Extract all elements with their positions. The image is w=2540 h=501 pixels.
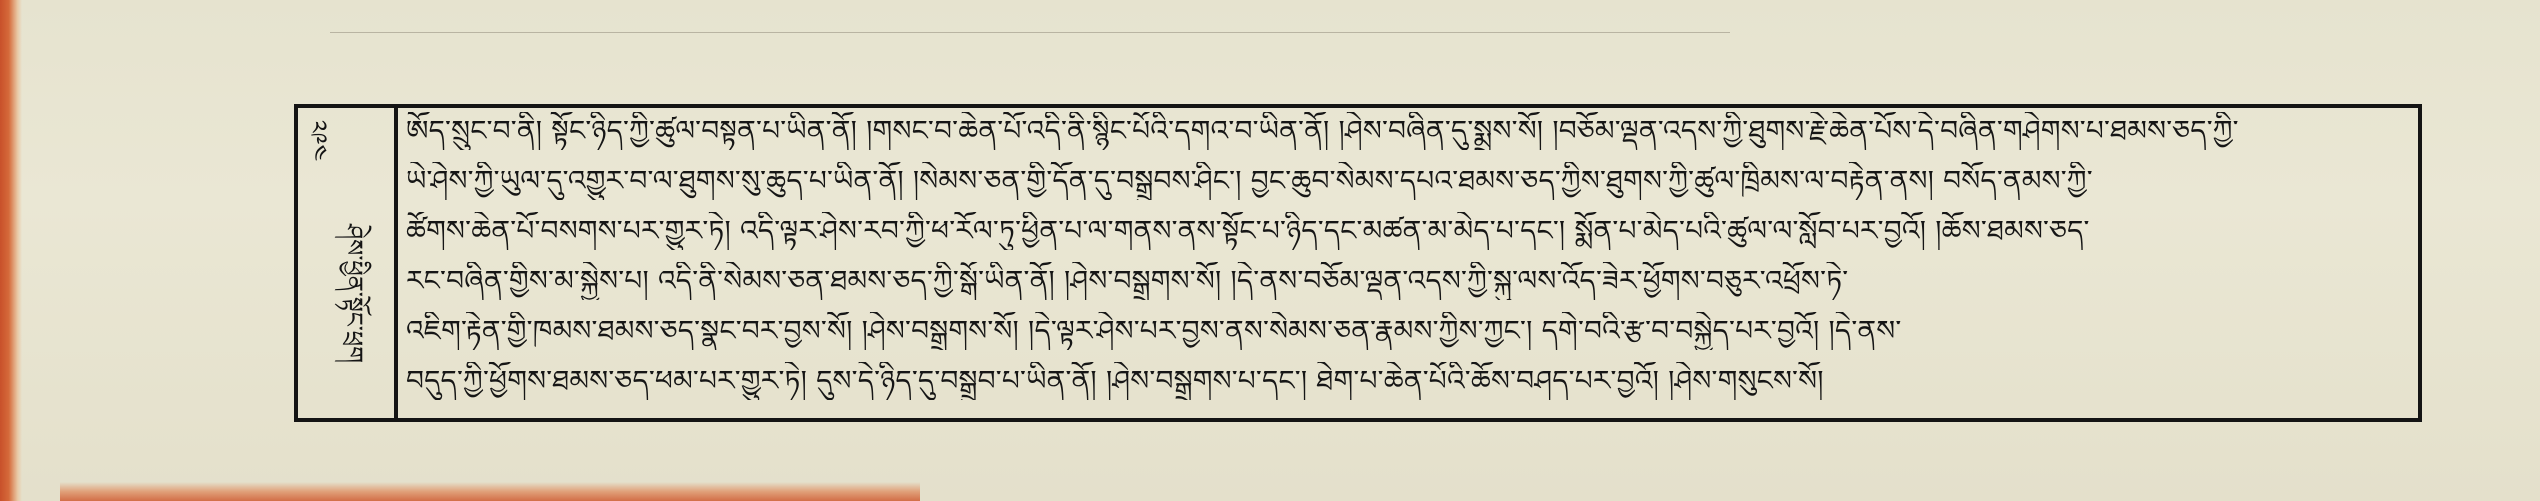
faint-ruled-line [330, 32, 1730, 33]
text-line: ཡེ་ཤེས་ཀྱི་ཡུལ་དུ་འགྱུར་བ་ལ་ཐུགས་སུ་ཆུད་པ་ཡིན་ནོ། །སེམས་ཅན་གྱི་དོན་དུ་བསྒྲུབས་ཤིང་། བྱང་ཆུབ་སེམས་དཔའ་ཐམས་ཅད་ཀྱིས་ཐུགས་ཀྱི་ཚུལ་ཁྲིམས་ལ་བརྟེན་ནས། བསོད་ནམས་ཀྱི་ [406, 164, 2093, 197]
folio-number: ༢༩༤ [304, 120, 332, 162]
text-line: བདུད་ཀྱི་ཕྱོགས་ཐམས་ཅད་ཕམ་པར་གྱུར་ཏེ། དུས་དེ་ཉིད་དུ་བསྒྲུབ་པ་ཡིན་ནོ། །ཤེས་བསྒྲགས་པ་དང་། ཐེག་པ་ཆེན་པོའི་ཆོས་བཤད་པར་བྱའོ། །ཤེས་གསུངས་སོ། [406, 364, 1824, 397]
text-line: འཇིག་རྟེན་གྱི་ཁམས་ཐམས་ཅད་སྣང་བར་བྱས་སོ། །ཤེས་བསྒྲགས་སོ། །དེ་ལྟར་ཤེས་པར་བྱས་ནས་སེམས་ཅན་རྣམས་ཀྱིས་ཀྱང་། དགེ་བའི་རྩ་བ་བསྐྱེད་པར་བྱའོ། །དེ་ནས་ [406, 314, 1902, 347]
text-block [406, 112, 2414, 416]
margin-divider [394, 104, 398, 422]
text-line: ཨོད་སྲུང་བ་ནི། སྟོང་ཉིད་ཀྱི་ཚུལ་བསྟན་པ་ཡིན་ནོ། །གསང་བ་ཆེན་པོ་འདི་ནི་སྙིང་པོའི་དགའ་བ་ཡིན་ནོ། །ཤེས་བཞིན་དུ་སྨྲས་སོ། །བཅོམ་ལྡན་འདས་ཀྱི་ཐུགས་རྗེ་ཆེན་པོས་དེ་བཞིན་གཤེགས་པ་ཐམས་ཅད་ཀྱི་ [406, 114, 2239, 147]
margin-title: ཤེས་ཕྱིན་སྟོང་ཕྲག [340, 224, 368, 364]
text-line: རང་བཞིན་གྱིས་མ་སྐྱེས་པ། འདི་ནི་སེམས་ཅན་ཐམས་ཅད་ཀྱི་སྒོ་ཡིན་ནོ། །ཤེས་བསྒྲགས་སོ། །དེ་ནས་བཅོམ་ལྡན་འདས་ཀྱི་སྐུ་ལས་འོད་ཟེར་ཕྱོགས་བཅུར་འཕྲོས་ཏེ་ [406, 264, 1849, 297]
text-line: ཚོགས་ཆེན་པོ་བསགས་པར་གྱུར་ཏེ། འདི་ལྟར་ཤེས་རབ་ཀྱི་ཕ་རོལ་ཏུ་ཕྱིན་པ་ལ་གནས་ནས་སྟོང་པ་ཉིད་དང་མཚན་མ་མེད་པ་དང་། སྨོན་པ་མེད་པའི་ཚུལ་ལ་སློབ་པར་བྱའོ། །ཆོས་ཐམས་ཅད་ [406, 214, 2090, 247]
red-painted-bottom-edge [60, 482, 920, 501]
red-painted-edge [0, 0, 22, 501]
left-margin [300, 114, 392, 414]
